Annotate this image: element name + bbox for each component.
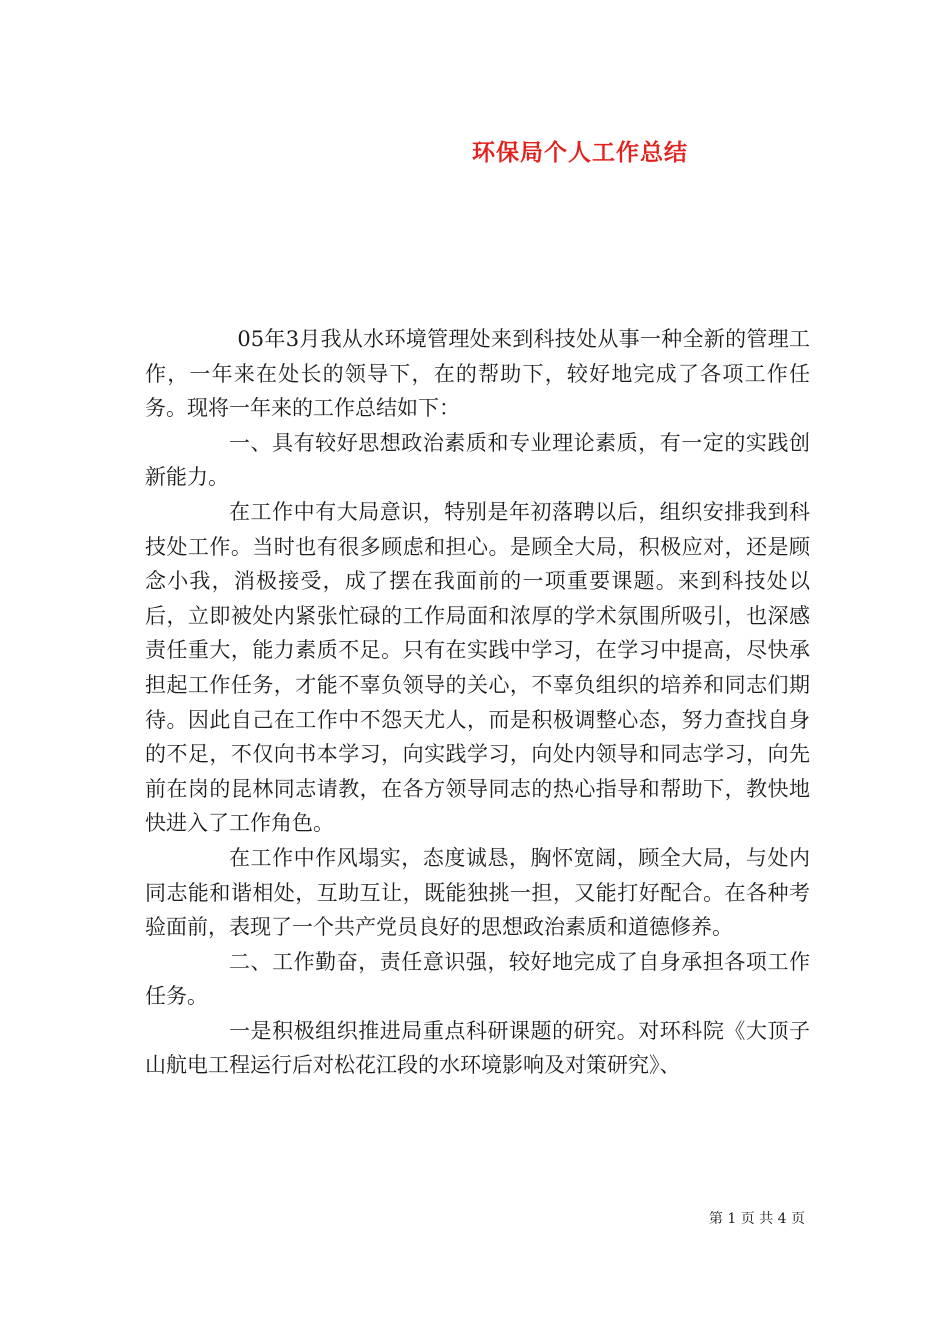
document-title: 环保局个人工作总结 (472, 139, 688, 166)
page-number: 第 1 页 共 4 页 (708, 1211, 805, 1227)
document-body (145, 322, 810, 1083)
paragraph-section-1-body-1: 在工作中有大局意识，特别是年初落聘以后，组织安排我到科技处工作。当时也有很多顾虑和担心。是顾全大局，积极应对，还是顾念小我，消极接受，成了摆在我面前的一项重要课题。来到科技处以后，立即被处内紧张忙碌的工作局面和浓厚的学术氛围所吸引，也深感责任重大，能力素质不足。只有在实践中学习，在学习中提高，尽快承担起工作任务，才能不辜负领导的关心，不辜负组织的培养和同志们期待。因此自己在工作中不怨天尤人，而是积极调整心态，努力查找自身的不足，不仅向书本学习，向实践学习，向处内领导和同志学习，向先前在岗的昆林同志请教，在各方领导同志的热心指导和帮助下，教快地快进入了工作角色。 (145, 499, 810, 836)
paragraph-section-1-body-2: 在工作中作风塌实，态度诚恳，胸怀宽阔，顾全大局，与处内同志能和谐相处，互助互让，既能独挑一担，又能打好配合。在各种考验面前，表现了一个共产党员良好的思想政治素质和道德修养。 (145, 845, 810, 940)
paragraph-intro: 05年3月我从水环境管理处来到科技处从事一种全新的管理工作，一年来在处长的领导下，在的帮助下，较好地完成了各项工作任务。现将一年来的工作总结如下： (145, 327, 810, 421)
paragraph-section-2-heading: 二、工作勤奋，责任意识强，较好地完成了自身承担各项工作任务。 (145, 949, 810, 1009)
paragraph-section-1-heading: 一、具有较好思想政治素质和专业理论素质，有一定的实践创新能力。 (145, 430, 810, 490)
paragraph-section-2-body-1: 一是积极组织推进局重点科研课题的研究。对环科院《大顶子山航电工程运行后对松花江段的水环境影响及对策研究》、 (145, 1018, 810, 1078)
